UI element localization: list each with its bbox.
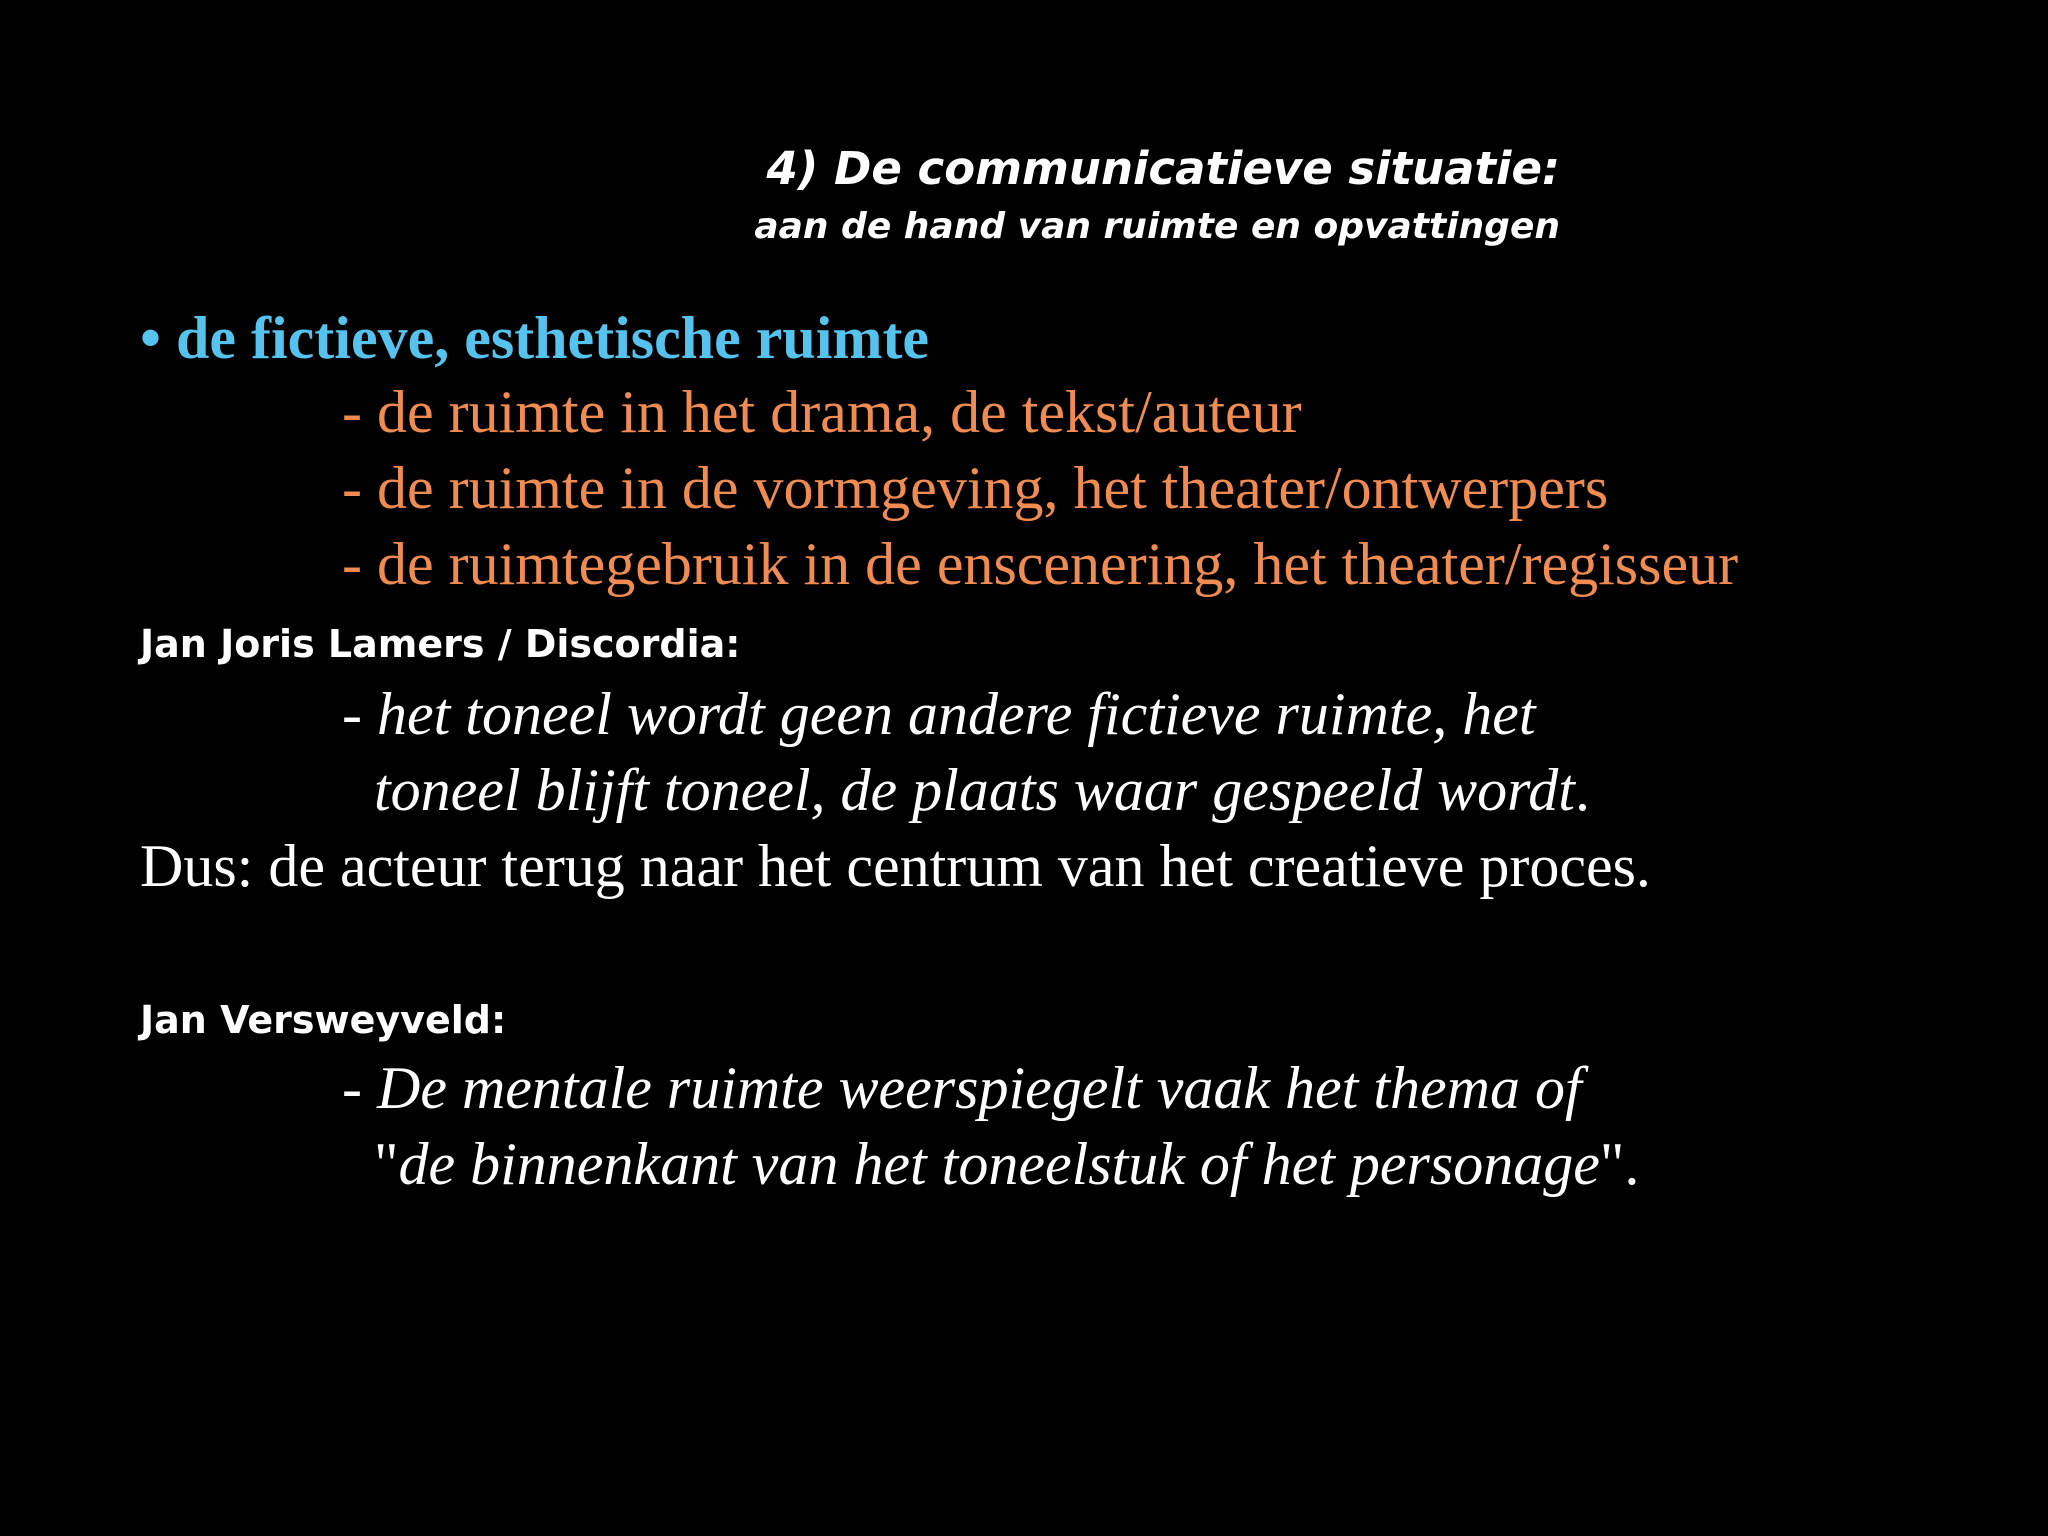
- sub-item-drama: - de ruimte in het drama, de tekst/auteur: [342, 379, 1302, 445]
- quote-dash: -: [342, 1055, 377, 1121]
- quote-versweyveld-text-1: De mentale ruimte weerspiegelt vaak het thema of: [376, 1055, 1582, 1121]
- author-lamers: Jan Joris Lamers / Discordia:: [140, 622, 741, 666]
- quote-versweyveld-text-2: de binnenkant van het toneelstuk of het personage: [398, 1131, 1600, 1197]
- quote-lamers-text-1: het toneel wordt geen andere fictieve ruimte, het: [376, 681, 1536, 747]
- quote-lamers-line-1: [342, 680, 1536, 749]
- quote-lamers-line-2: [374, 756, 1590, 825]
- author-versweyveld: Jan Versweyveld:: [140, 998, 507, 1042]
- bullet-heading: • de fictieve, esthetische ruimte: [140, 305, 930, 371]
- sub-item-enscenering: - de ruimtegebruik in de enscenering, het theater/regisseur: [342, 531, 1739, 597]
- conclusion: Dus: de acteur terug naar het centrum van het creatieve proces.: [140, 833, 1651, 899]
- quote-versweyveld-line-1: [342, 1054, 1582, 1123]
- slide-title: 4) De communicatieve situatie:: [766, 142, 1560, 195]
- quote-period: .: [1574, 757, 1590, 823]
- open-quote-mark: ": [374, 1131, 399, 1197]
- slide-subtitle: aan de hand van ruimte en opvattingen: [754, 206, 1560, 247]
- close-quote-mark: ".: [1599, 1131, 1640, 1197]
- quote-lamers-text-2: toneel blijft toneel, de plaats waar gespeeld wordt: [374, 757, 1575, 823]
- quote-versweyveld-line-2: [374, 1130, 1639, 1199]
- sub-item-vormgeving: - de ruimte in de vormgeving, het theater/ontwerpers: [342, 455, 1609, 521]
- quote-dash: -: [342, 681, 377, 747]
